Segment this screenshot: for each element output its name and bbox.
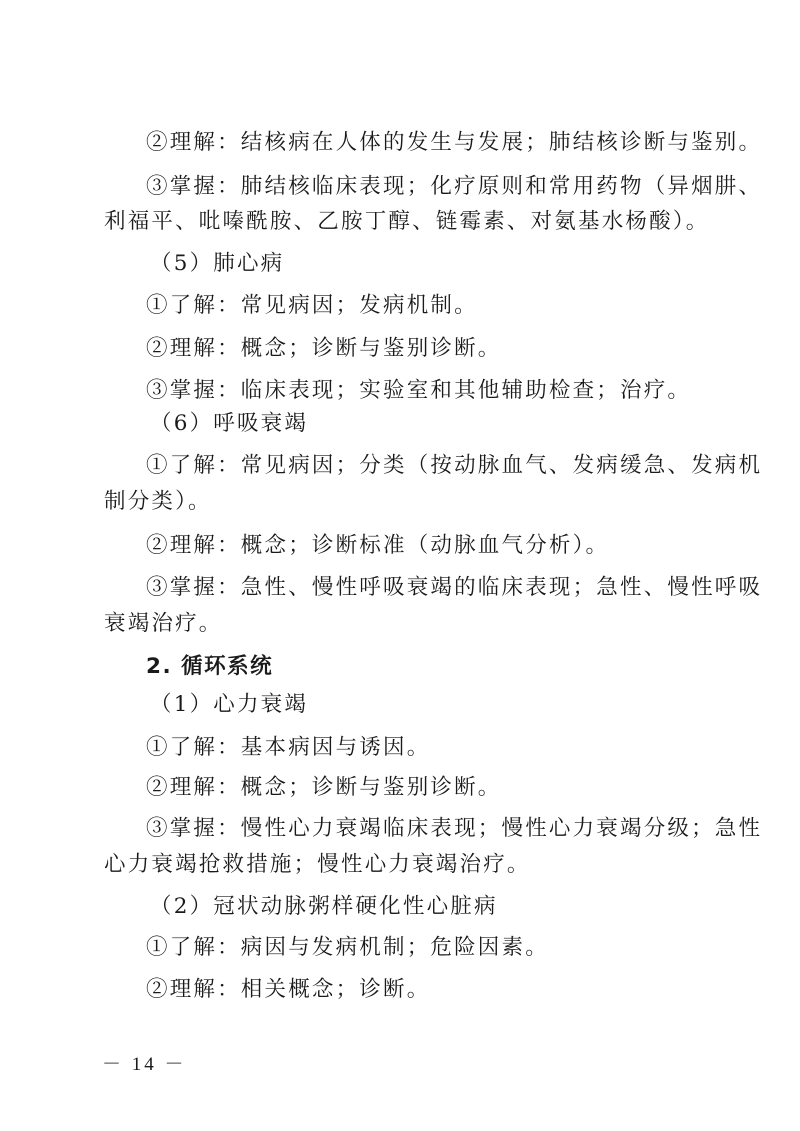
text-line: ①了解：病因与发病机制；危险因素。 [146, 935, 549, 960]
page-number: － 14 － [102, 1054, 187, 1075]
text-line: ②理解：概念；诊断标准（动脉血气分析）。 [146, 533, 610, 558]
section-heading: （2）冠状动脉粥样硬化性心脏病 [150, 894, 498, 919]
text-line: ②理解：概念；诊断与鉴别诊断。 [146, 336, 502, 361]
section-heading: （1）心力衰竭 [150, 692, 309, 717]
text-line: ①了解：基本病因与诱因。 [146, 735, 431, 760]
text-line: ③掌握：肺结核临床表现；化疗原则和常用药物（异烟肼、 [146, 174, 763, 199]
text-line: ②理解：相关概念；诊断。 [146, 977, 431, 1002]
chapter-heading: 2. 循环系统 [146, 654, 274, 679]
text-line: ②理解：概念；诊断与鉴别诊断。 [146, 775, 502, 800]
text-line: ①了解：常见病因；发病机制。 [146, 293, 478, 318]
text-line: 制分类）。 [104, 489, 212, 514]
text-line: ③掌握：慢性心力衰竭临床表现；慢性心力衰竭分级；急性 [146, 816, 763, 841]
text-line: ③掌握：急性、慢性呼吸衰竭的临床表现；急性、慢性呼吸 [146, 575, 763, 600]
text-line: 衰竭治疗。 [104, 611, 223, 636]
text-line: ②理解：结核病在人体的发生与发展；肺结核诊断与鉴别。 [146, 130, 763, 155]
text-line: ①了解：常见病因；分类（按动脉血气、发病缓急、发病机 [146, 453, 763, 478]
text-line: ③掌握：临床表现；实验室和其他辅助检查；治疗。 [146, 378, 692, 403]
section-heading: （6）呼吸衰竭 [150, 411, 309, 436]
text-line: 心力衰竭抢救措施；慢性心力衰竭治疗。 [104, 852, 531, 877]
text-line: 利福平、吡嗪酰胺、乙胺丁醇、链霉素、对氨基水杨酸）。 [104, 209, 710, 234]
section-heading: （5）肺心病 [150, 251, 285, 276]
